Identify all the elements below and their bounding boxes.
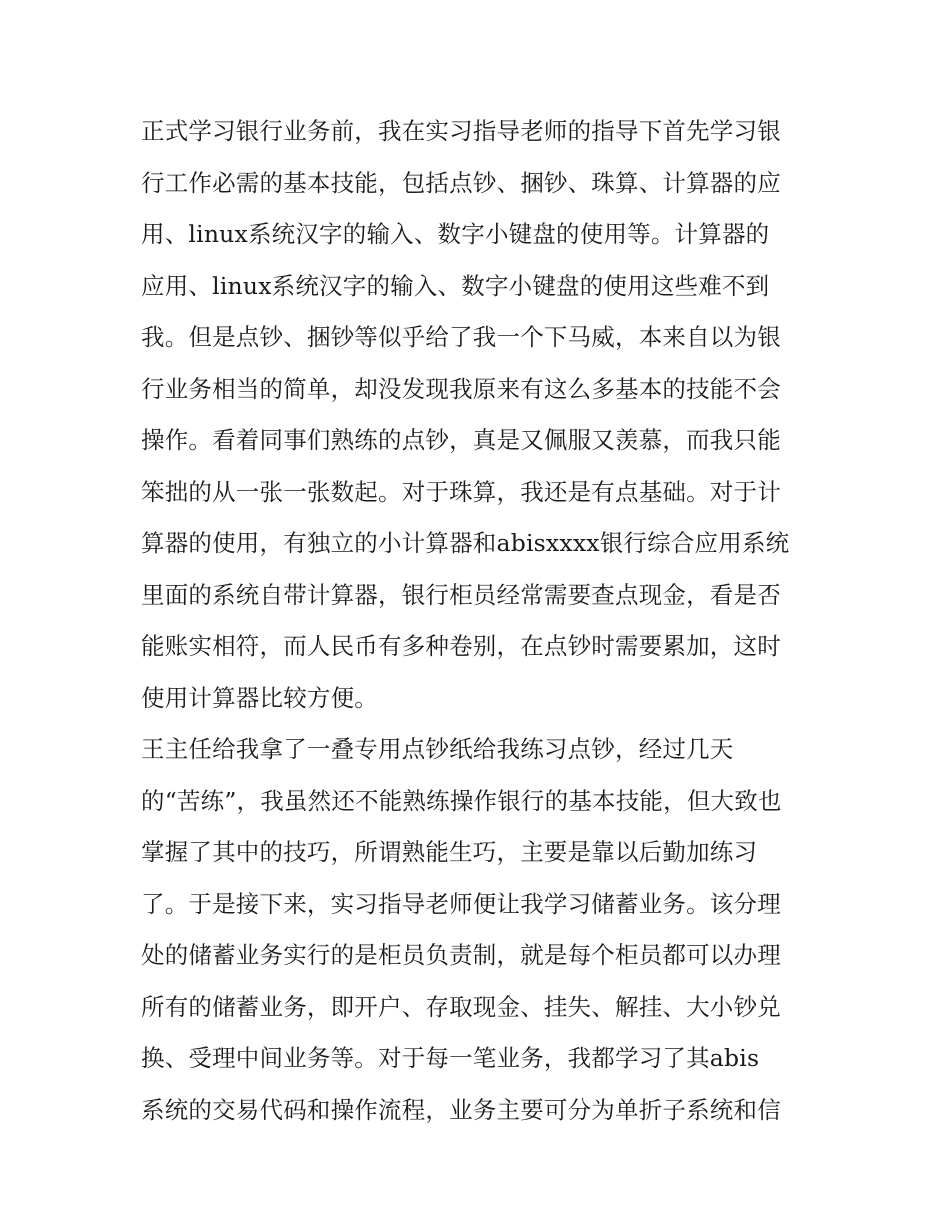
text-line: 我。但是点钞、捆钞等似乎给了我一个下马威，本来自以为银 <box>141 323 781 351</box>
body-text <box>141 106 841 1136</box>
text-line: 系统的交易代码和操作流程，业务主要可分为单折子系统和信 <box>141 1095 781 1124</box>
text-line: 换、受理中间业务等。对于每一笔业务，我都学习了其abis <box>141 1044 760 1072</box>
text-line: 使用计算器比较方便。 <box>141 683 378 712</box>
text-line: 处的储蓄业务实行的是柜员负责制，就是每个柜员都可以办理 <box>141 941 781 969</box>
text-line: 了。于是接下来，实习指导老师便让我学习储蓄业务。该分理 <box>141 889 781 918</box>
text-line: 王主任给我拿了一叠专用点钞纸给我练习点钞，经过几天 <box>141 735 734 763</box>
text-line: 行业务相当的简单，却没发现我原来有这么多基本的技能不会 <box>141 374 781 403</box>
text-line: 用、linux系统汉字的输入、数字小键盘的使用等。计算器的 <box>141 220 770 248</box>
text-line: 正式学习银行业务前，我在实习指导老师的指导下首先学习银 <box>141 117 781 145</box>
text-line: 笨拙的从一张一张数起。对于珠算，我还是有点基础。对于计 <box>141 477 781 506</box>
text-line: 算器的使用，有独立的小计算器和abisxxxx银行综合应用系统 <box>141 529 790 557</box>
text-line: 行工作必需的基本技能，包括点钞、捆钞、珠算、计算器的应 <box>141 168 781 197</box>
text-line: 操作。看着同事们熟练的点钞，真是又佩服又羡慕，而我只能 <box>141 426 781 454</box>
text-line: 的“苦练”，我虽然还不能熟练操作银行的基本技能，但大致也 <box>141 786 782 815</box>
text-line: 应用、linux系统汉字的输入、数字小键盘的使用这些难不到 <box>141 271 770 300</box>
text-line: 掌握了其中的技巧，所谓熟能生巧，主要是靠以后勤加练习 <box>141 838 758 866</box>
text-line: 所有的储蓄业务，即开户、存取现金、挂失、解挂、大小钞兑 <box>141 992 781 1021</box>
text-line: 里面的系统自带计算器，银行柜员经常需要查点现金，看是否 <box>141 580 781 609</box>
text-line: 能账实相符，而人民币有多种卷别，在点钞时需要累加，这时 <box>141 632 781 660</box>
